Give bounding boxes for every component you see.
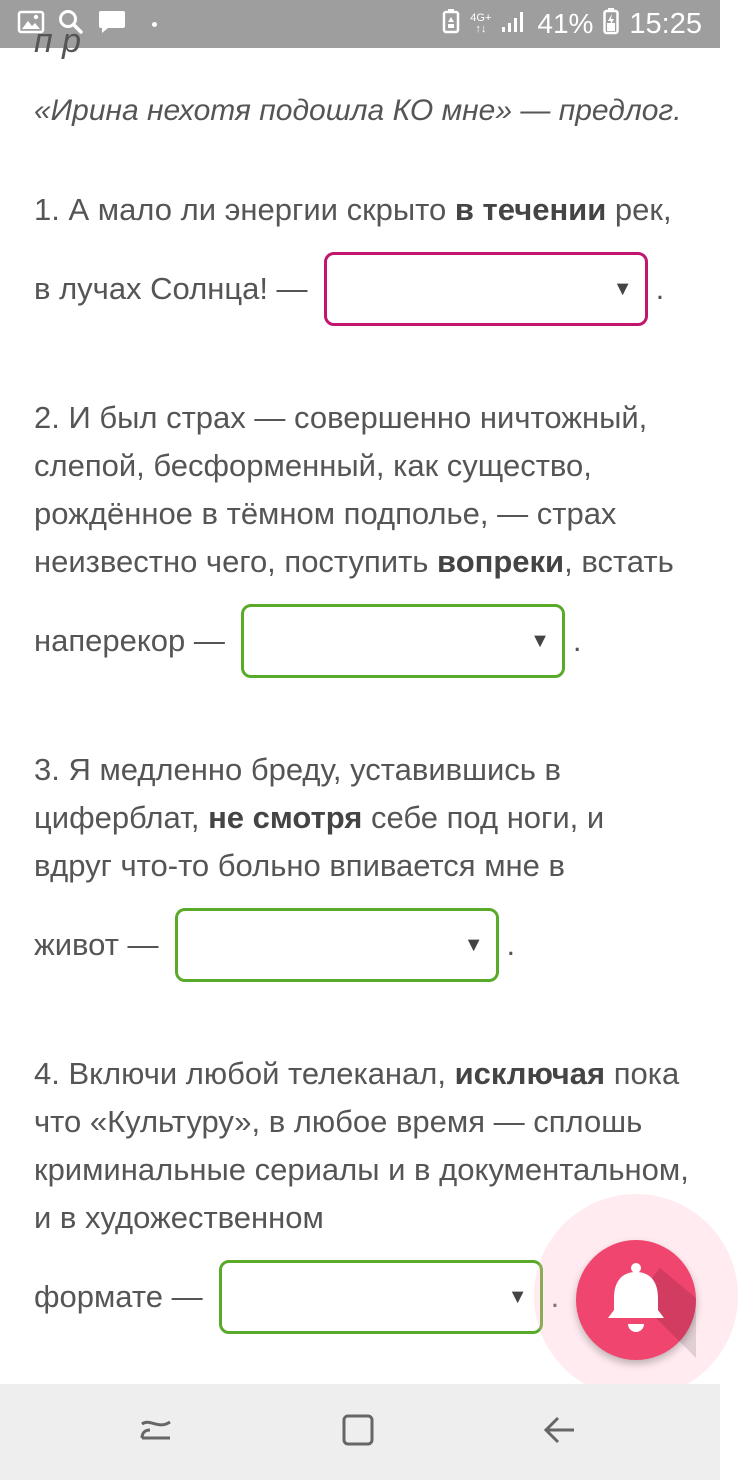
question-4-text: 4. Включи любой телеканал, исключая пока что «Культуру», в любое время — сплошь криминальные сериалы и в документальном, и в художественном [34,1056,689,1235]
question-1-text: 1. А мало ли энергии скрыто в течении рек, [34,192,672,227]
back-button[interactable] [536,1408,584,1456]
home-icon [338,1410,378,1455]
question-1-answer-select[interactable] [324,252,648,326]
bell-icon [576,1238,696,1363]
question-2-answer-select[interactable] [241,604,565,678]
chevron-down-icon: ▼ [612,277,633,300]
chevron-down-icon: ▼ [463,933,484,956]
battery-icon [603,7,619,42]
notifications-button[interactable] [576,1240,696,1360]
recent-apps-button[interactable] [132,1408,180,1456]
partial-heading: п р [34,22,82,60]
intro-example: «Ирина нехотя подошла КО мне» — предлог. [34,94,682,127]
highlighted-word: не смотря [208,800,363,835]
back-icon [540,1410,580,1455]
highlighted-word: в течении [454,192,607,227]
chevron-down-icon: ▼ [530,629,550,652]
battery-saver-icon [442,8,460,41]
question-4-answer-select[interactable] [219,1260,543,1334]
question-3-text: 3. Я медленно бреду, уставившись в циферблат, не смотря себе под ноги, и вдруг что-то больно впивается мне в [34,752,605,883]
status-bar [0,0,720,48]
question-4-answer-line: формате — ▼ . [34,1260,559,1334]
question-2-answer-line: наперекор — ▼ . [34,604,582,678]
dot-icon [152,22,157,27]
network-type: 4G+ ↑↓ [470,12,492,35]
battery-percent: 41% [537,8,594,39]
signal-icon [501,8,527,40]
navigation-bar [0,1384,720,1480]
home-button[interactable] [334,1408,382,1456]
chevron-down-icon: ▼ [507,1285,528,1308]
highlighted-word: исключая [454,1056,606,1091]
chat-icon [98,9,126,40]
question-2-text: 2. И был страх — совершенно ничтожный, слепой, бесформенный, как существо, рождённое в тёмном подполье, — страх неизвестно чего, поступить вопреки, встать [34,400,674,579]
question-1-answer-line: в лучах Солнца! — ▼ . [34,252,664,326]
question-3-answer-line: живот — ▼ . [34,908,515,982]
recent-apps-icon [136,1410,176,1455]
clock: 15:25 [629,7,702,40]
question-3-answer-select[interactable] [175,908,499,982]
highlighted-word: вопреки [437,544,565,579]
